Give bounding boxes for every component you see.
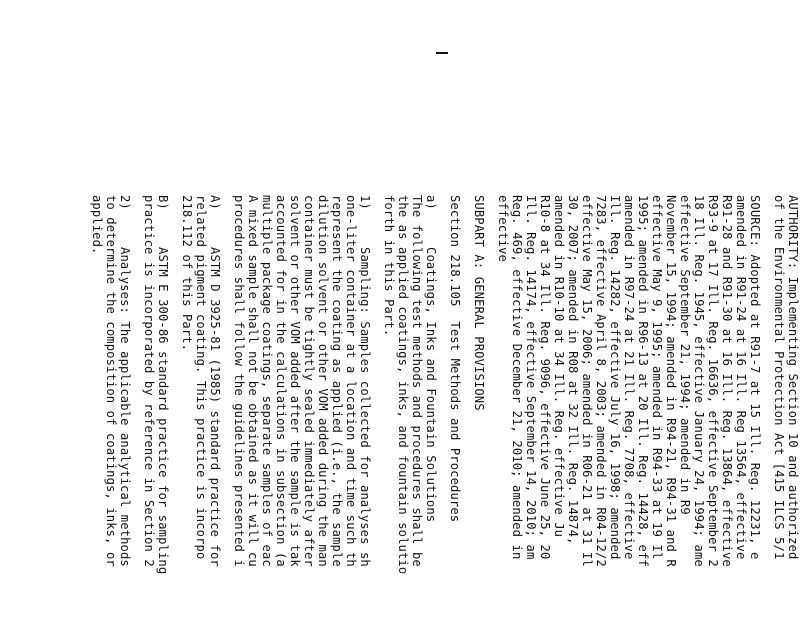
- paragraph-line: solvent or other VOM added after the sample is tak: [288, 195, 302, 567]
- rotated-document-body: [80, 195, 800, 618]
- paragraph-line: procedures shall follow the guidelines presented i: [232, 195, 246, 567]
- paragraph-line: A mixed sample shall not be obtained as it will cu: [246, 195, 260, 567]
- paragraph-A: [180, 195, 222, 618]
- source-line: November 15, 1994; amended in R94-21, R94-31 and R: [664, 195, 678, 567]
- paragraph-line: 218.112 of this Part.: [180, 195, 194, 352]
- paragraph-line: The following test methods and procedures shall be: [410, 195, 424, 567]
- source-line: 7283, effective April 8, 2003; amended in R04-12/2: [594, 195, 608, 567]
- source-block: [496, 195, 762, 618]
- source-line: Ill. Reg. 14174, effective September 14, 2010; am: [524, 195, 538, 560]
- paragraph-line: B) ASTM E 300-86 standard practice for sampling: [156, 195, 170, 575]
- paragraph-1: [232, 195, 372, 618]
- paragraph-line: a) Coatings, Inks and Fountain Solutions: [424, 195, 438, 523]
- source-line: amended in R10-10 at 34 Ill. Reg. effective Ju: [552, 195, 566, 538]
- source-line: amended in R91-24 at 16 Ill. Reg 13564, effective: [734, 195, 748, 560]
- paragraph-line: 2) Analyses: The applicable analytical methods: [118, 195, 132, 567]
- paragraph-line: A) ASTM D 3925-81 (1985) standard practice for: [208, 195, 222, 567]
- paragraph-B: [142, 195, 170, 618]
- source-line: SOURCE: Adopted at R91-7 at 15 Ill. Reg. 12231, e: [748, 195, 762, 560]
- scan-mark: [436, 52, 448, 54]
- source-line: 1995; amended in R96-13 at 20 Ill. Reg. 14428, eff: [636, 195, 650, 567]
- paragraph-line: to determine the composition of coatings, inks, or: [104, 195, 118, 567]
- source-line: R91-28 and R91-30 at 16 Ill. Reg. 13864, effective: [720, 195, 734, 567]
- authority-line: of the Environmental Protection Act [415 ILCS 5/1: [772, 195, 786, 560]
- authority-block: [772, 195, 800, 618]
- paragraph-line: represent the coating as applied (i.e., the sample: [330, 195, 344, 567]
- paragraph-2: [90, 195, 132, 618]
- source-line: effective May 9, 1995; amended in R94-33 at 19 Il: [650, 195, 664, 560]
- paragraph-line: one-liter container at a location and time such th: [344, 195, 358, 567]
- paragraph-line: accounted for in the calculations in subsection (a: [274, 195, 288, 567]
- paragraph-line: related pigment coating. This practice is incorpo: [194, 195, 208, 560]
- paragraph-line: container must be tightly sealed immediately after: [302, 195, 316, 567]
- source-line: effective: [496, 195, 510, 262]
- source-line: amended in R97-24 at 21 Ill. Reg. 7708, effective: [622, 195, 636, 560]
- source-line: R10-8 at 34 Ill. Reg. 9096, effective June 25, 20: [538, 195, 552, 560]
- paragraph-line: 1) Sampling: Samples collected for analyses sh: [358, 195, 372, 567]
- source-line: 30, 2007; amended in R08 at 32 Ill. Reg. 14874,: [566, 195, 580, 545]
- authority-line: AUTHORITY: Implementing Section 10 and authorized: [786, 195, 800, 560]
- source-line: Reg. 469, effective December 21, 2010; amended in: [510, 195, 524, 560]
- paragraph-line: the as applied coatings, inks, and fountain solutio: [396, 195, 410, 575]
- subpart-heading: SUBPART A: GENERAL PROVISIONS: [472, 195, 486, 411]
- paragraph-line: multiple package coatings, separate samples of eac: [260, 195, 274, 567]
- source-line: R93-9 at 17 Ill. Reg. 16636, effective September 2: [706, 195, 720, 567]
- paragraph-line: dilution solvent or other VOM added during the man: [316, 195, 330, 567]
- paragraph-line: practice is incorporated by reference in Section 2: [142, 195, 156, 567]
- section-heading: Section 218.105 Test Methods and Procedures: [448, 195, 462, 523]
- source-line: 18 Ill. Reg. 1945, effective January 24, 1994; ame: [692, 195, 706, 567]
- source-line: effective September 21, 1994; amended in R9: [678, 195, 692, 515]
- paragraph-a: [382, 195, 438, 618]
- source-line: Ill. Reg. 14282, effective July 16, 1998; amended: [608, 195, 622, 560]
- paragraph-line: forth in this Part.: [382, 195, 396, 337]
- source-line: effective May 15, 2006; amended in R06-21 at 31 Il: [580, 195, 594, 567]
- paragraph-line: applied.: [90, 195, 104, 255]
